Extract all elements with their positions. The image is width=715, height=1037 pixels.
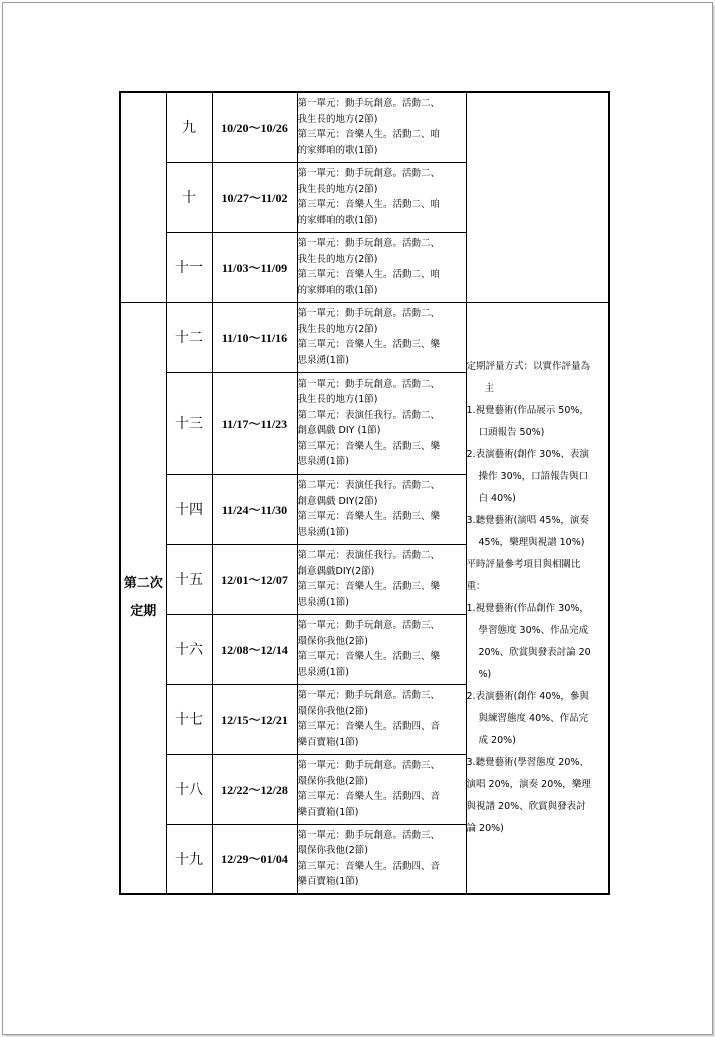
assessment-line: 口頭報告 50%) [478,426,545,438]
date-cell: 10/20～10/26 [212,92,297,162]
content-line: 思泉湧(1節) [297,354,349,366]
content-line: 我生長的地方(2節) [297,183,378,195]
week-cell: 十六 [166,614,212,684]
assessment-cell [466,302,609,894]
assessment-line: 學習態度 30%、作品完成 [478,624,589,636]
content-line: 思泉湧(1節) [297,456,349,467]
content-line: 思泉湧(1節) [297,526,349,538]
date-cell: 11/17～11/23 [212,372,297,474]
content-line: 思泉湧(1節) [297,596,349,608]
date-cell: 12/08～12/14 [212,614,297,684]
assessment-line: 定期評量方式：以實作評量為 [466,360,591,372]
assessment-line: 1.視覺藝術(作品創作 30%， [466,602,589,614]
content-cell [297,474,466,544]
week-cell: 十一 [166,232,212,302]
week-cell: 十八 [166,754,212,824]
content-line: 第三單元：音樂人生。活動三、樂 [297,339,441,350]
content-cell [297,684,466,754]
assessment-line: 重： [466,580,486,592]
content-line: 的家鄉咱的歌(1節) [297,144,378,156]
table-row [120,302,609,372]
content-line: 第一單元：動手玩創意。活動三、 [297,829,441,841]
table-row [120,92,609,162]
content-line: 創意偶戲DIY(2節) [297,565,375,577]
content-line: 第一單元：動手玩創意。活動三、 [297,760,441,771]
content-line: 第二單元：表演任我行。活動二、 [297,409,441,421]
content-line: 我生長的地方(1節) [297,394,378,405]
content-line: 第一單元：動手玩創意。活動三、 [297,620,441,631]
assessment-line: 與視譜 20%、欣賞與發表討 [466,800,586,812]
assessment-line: 成 20%) [478,734,516,746]
content-cell [297,824,466,894]
schedule-table [119,91,610,895]
date-cell: 12/01～12/07 [212,544,297,614]
content-line: 創意偶戲 DIY(2節) [297,495,378,507]
content-line: 第三單元：音樂人生。活動二、咱 [297,269,441,280]
date-cell: 12/22～12/28 [212,754,297,824]
content-line: 第一單元：動手玩創意。活動三、 [297,690,441,701]
content-line: 環保你我他(2節) [297,635,368,647]
assessment-line: 演唱 20%，演奏 20%，樂理 [466,778,591,790]
week-cell: 十 [166,162,212,232]
week-cell: 十九 [166,824,212,894]
content-cell [297,232,466,302]
content-line: 第二單元：表演任我行。活動二、 [297,550,441,561]
content-line: 第一單元：動手玩創意。活動二、 [297,238,441,249]
content-line: 第一單元：動手玩創意。活動二、 [297,168,441,179]
date-cell: 12/29～01/04 [212,824,297,894]
content-line: 我生長的地方(2節) [297,253,378,265]
week-cell: 十七 [166,684,212,754]
assessment-cell-empty [466,92,609,302]
content-line: 第三單元：音樂人生。活動四、音 [297,721,441,732]
content-cell [297,544,466,614]
content-line: 第一單元：動手玩創意。活動二、 [297,308,441,319]
period-label-line: 定期 [130,603,157,619]
assessment-line: 2.表演藝術(創作 40%，參與 [466,690,589,702]
content-line: 樂百寶箱(1節) [297,736,359,748]
content-cell [297,372,466,474]
content-line: 第三單元：音樂人生。活動四、音 [297,791,441,802]
content-line: 第三單元：音樂人生。活動三、樂 [297,651,441,662]
content-line: 的家鄉咱的歌(1節) [297,284,378,296]
assessment-line: 1.視覺藝術(作品展示 50%， [466,404,589,416]
assessment-line: 操作 30%，口語報告與口 [478,470,589,482]
content-line: 樂百寶箱(1節) [297,806,359,818]
assessment-line: 平時評量參考項目與相關比 [466,558,581,570]
content-line: 我生長的地方(2節) [297,323,378,335]
date-cell: 11/03～11/09 [212,232,297,302]
week-cell: 十五 [166,544,212,614]
content-cell [297,162,466,232]
assessment-line: 白 40%) [478,492,516,504]
date-cell: 11/24～11/30 [212,474,297,544]
content-line: 環保你我他(2節) [297,775,368,787]
content-line: 樂百寶箱(1節) [297,876,359,888]
content-cell [297,614,466,684]
assessment-line: 45%，樂理與視譜 10%) [478,536,585,548]
date-cell: 10/27～11/02 [212,162,297,232]
assessment-line: 20%、欣賞與發表討論 20 [478,646,591,658]
content-line: 我生長的地方(2節) [297,113,378,125]
content-line: 創意偶戲 DIY (1節) [297,425,381,436]
assessment-line: 論 20%) [466,822,504,834]
content-line: 第三單元：音樂人生。活動三、樂 [297,440,441,452]
week-cell: 十二 [166,302,212,372]
content-cell [297,92,466,162]
content-line: 第三單元：音樂人生。活動三、樂 [297,511,441,522]
period-label-cell [120,302,166,894]
period-label-line: 第二次 [123,575,163,591]
week-cell: 十三 [166,372,212,474]
content-line: 第二單元：表演任我行。活動二、 [297,480,441,491]
content-line: 第三單元：音樂人生。活動四、音 [297,860,441,872]
content-cell [297,302,466,372]
week-cell: 九 [166,92,212,162]
content-line: 第三單元：音樂人生。活動三、樂 [297,581,441,592]
content-cell [297,754,466,824]
week-cell: 十四 [166,474,212,544]
assessment-line: 與練習態度 40%、作品完 [478,712,589,724]
period-cell-empty [120,92,166,302]
content-line: 環保你我他(2節) [297,705,368,717]
assessment-line: %) [478,668,492,680]
assessment-line: 主 [484,382,495,394]
content-line: 思泉湧(1節) [297,666,349,678]
content-line: 環保你我他(2節) [297,845,368,857]
assessment-line: 3.聽覺藝術(演唱 45%，演奏 [466,514,589,526]
content-line: 第一單元：動手玩創意。活動二、 [297,98,441,110]
content-line: 的家鄉咱的歌(1節) [297,214,378,226]
date-cell: 11/10～11/16 [212,302,297,372]
content-line: 第三單元：音樂人生。活動二、咱 [297,129,441,141]
assessment-line: 3.聽覺藝術(學習態度 20%、 [466,756,589,768]
content-line: 第一單元：動手玩創意。活動二、 [297,378,441,390]
assessment-line: 2.表演藝術(創作 30%、表演 [466,448,589,460]
content-line: 第三單元：音樂人生。活動二、咱 [297,199,441,210]
document-page [2,2,713,1035]
date-cell: 12/15～12/21 [212,684,297,754]
